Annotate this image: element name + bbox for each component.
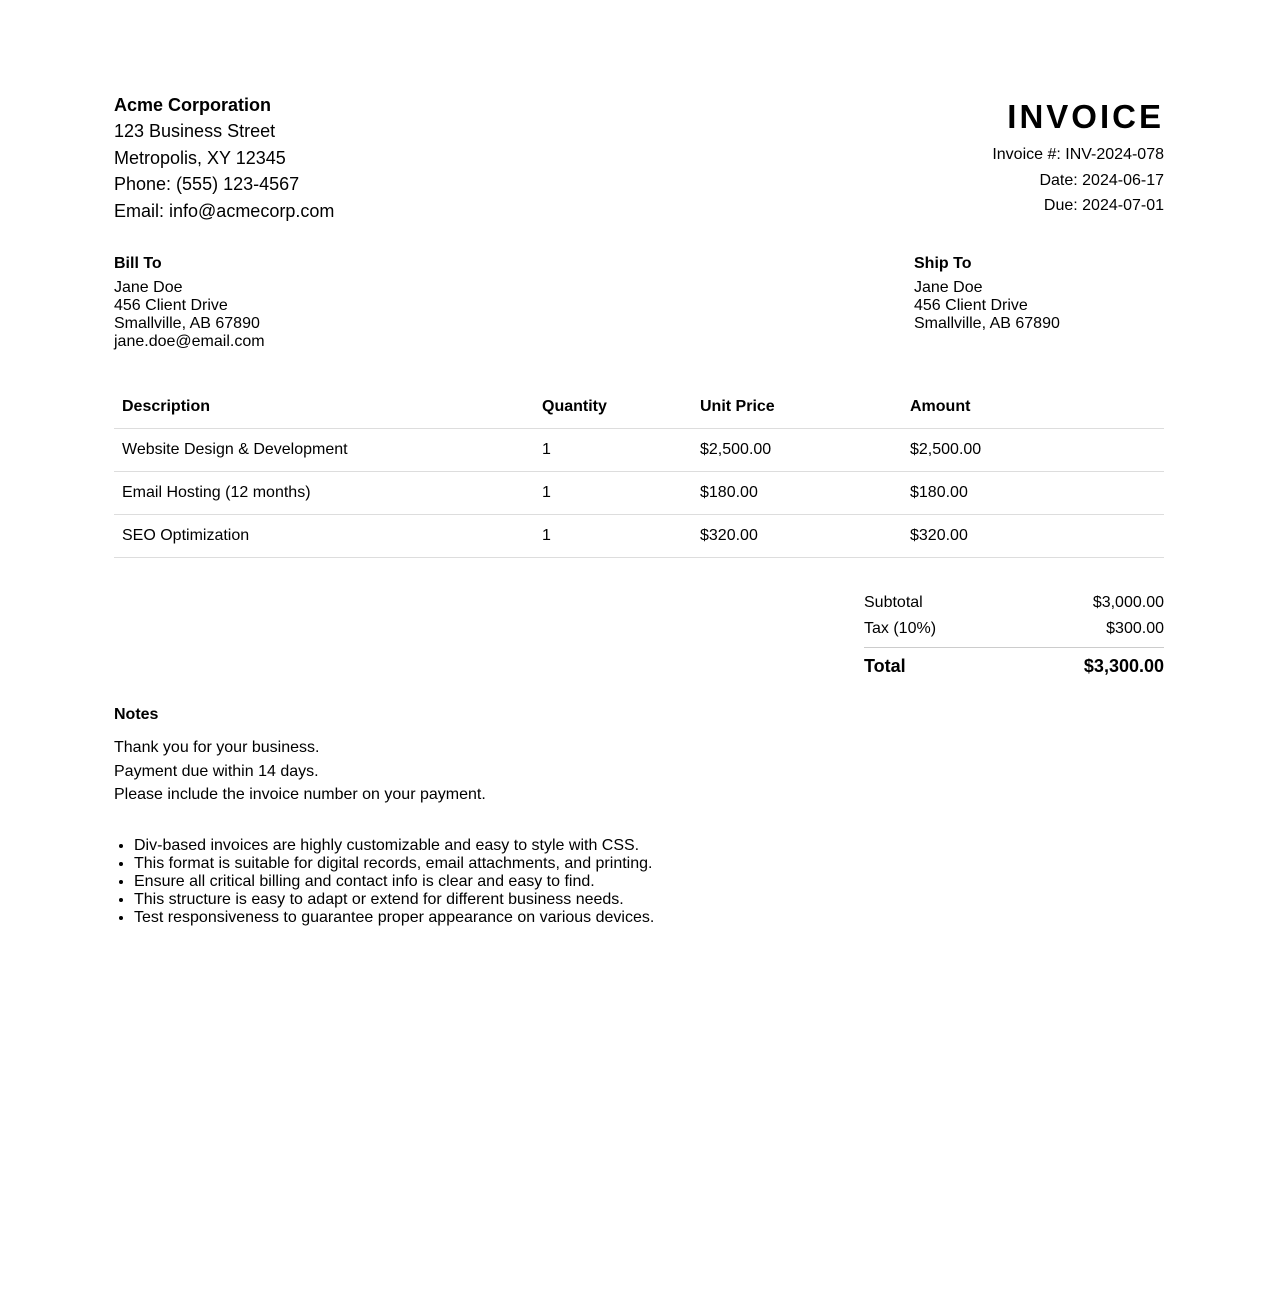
invoice-meta <box>992 92 1164 219</box>
company-info <box>114 92 334 224</box>
header-quantity: Quantity <box>534 385 692 429</box>
table-row <box>114 429 1164 472</box>
cell-unit-price: $2,500.00 <box>692 429 902 472</box>
line-items-table <box>114 385 1164 558</box>
cell-amount: $320.00 <box>902 515 1164 558</box>
list-item: • Ensure all critical billing and contact info is clear and easy to find. <box>134 873 654 891</box>
company-phone: Phone: (555) 123-4567 <box>114 174 300 194</box>
invoice-due-date: Due: 2024-07-01 <box>1043 197 1164 214</box>
tax-value: $300.00 <box>1106 620 1164 637</box>
notes-line: Please include the invoice number on your payment. <box>114 786 486 803</box>
cell-description: Email Hosting (12 months) <box>114 472 534 515</box>
company-email: Email: info@acmecorp.com <box>114 200 335 221</box>
total-value: $3,300.00 <box>1083 656 1164 676</box>
bill-to-address-line1: 456 Client Drive <box>114 297 228 314</box>
bill-to-title: Bill To <box>114 255 162 272</box>
subtotal-value: $3,000.00 <box>1092 594 1164 611</box>
total-label: Total <box>864 656 906 676</box>
ship-to-title: Ship To <box>914 255 972 272</box>
cell-amount: $180.00 <box>902 472 1164 515</box>
totals-section <box>864 590 1164 679</box>
company-address-line1: 123 Business Street <box>114 121 276 141</box>
cell-quantity: 1 <box>534 472 692 515</box>
list-item: • This structure is easy to adapt or extend for different business needs. <box>134 891 654 909</box>
list-item: • Div-based invoices are highly customizable and easy to style with CSS. <box>134 837 654 855</box>
subtotal-row <box>864 590 1164 616</box>
ship-to-name: Jane Doe <box>914 279 983 296</box>
header-amount: Amount <box>902 385 1164 429</box>
bill-to-address-line2: Smallville, AB 67890 <box>114 315 260 332</box>
subtotal-label: Subtotal <box>864 594 923 611</box>
cell-description: SEO Optimization <box>114 515 534 558</box>
invoice-number: Invoice #: INV-2024-078 <box>992 146 1164 163</box>
ship-to <box>914 253 1060 333</box>
invoice-title: INVOICE <box>1007 98 1164 135</box>
company-address-line2: Metropolis, XY 12345 <box>114 147 286 168</box>
header-description: Description <box>114 385 534 429</box>
cell-description: Website Design & Development <box>114 429 534 472</box>
ship-to-address-line1: 456 Client Drive <box>914 297 1028 314</box>
table-header-row <box>114 385 1164 429</box>
bill-to-name: Jane Doe <box>114 279 183 296</box>
total-row <box>864 647 1164 679</box>
cell-unit-price: $180.00 <box>692 472 902 515</box>
list-item: • Test responsiveness to guarantee proper appearance on various devices. <box>134 909 654 927</box>
cell-amount: $2,500.00 <box>902 429 1164 472</box>
notes-section <box>114 704 486 807</box>
cell-quantity: 1 <box>534 515 692 558</box>
notes-line: Thank you for your business. <box>114 739 320 756</box>
bill-to <box>114 253 265 351</box>
table-row <box>114 515 1164 558</box>
list-item: • This format is suitable for digital records, email attachments, and printing. <box>134 855 654 873</box>
table-row <box>114 472 1164 515</box>
company-name: Acme Corporation <box>114 95 272 115</box>
notes-line: Payment due within 14 days. <box>114 762 319 780</box>
tips-list <box>114 837 654 927</box>
header-unit-price: Unit Price <box>692 385 902 429</box>
invoice-date: Date: 2024-06-17 <box>1039 171 1164 189</box>
notes-title: Notes <box>114 706 159 723</box>
tax-row <box>864 616 1164 642</box>
tax-label: Tax (10%) <box>864 620 937 637</box>
invoice-header <box>114 92 1164 232</box>
cell-quantity: 1 <box>534 429 692 472</box>
ship-to-address-line2: Smallville, AB 67890 <box>914 315 1060 332</box>
bill-to-email: jane.doe@email.com <box>114 333 265 350</box>
cell-unit-price: $320.00 <box>692 515 902 558</box>
